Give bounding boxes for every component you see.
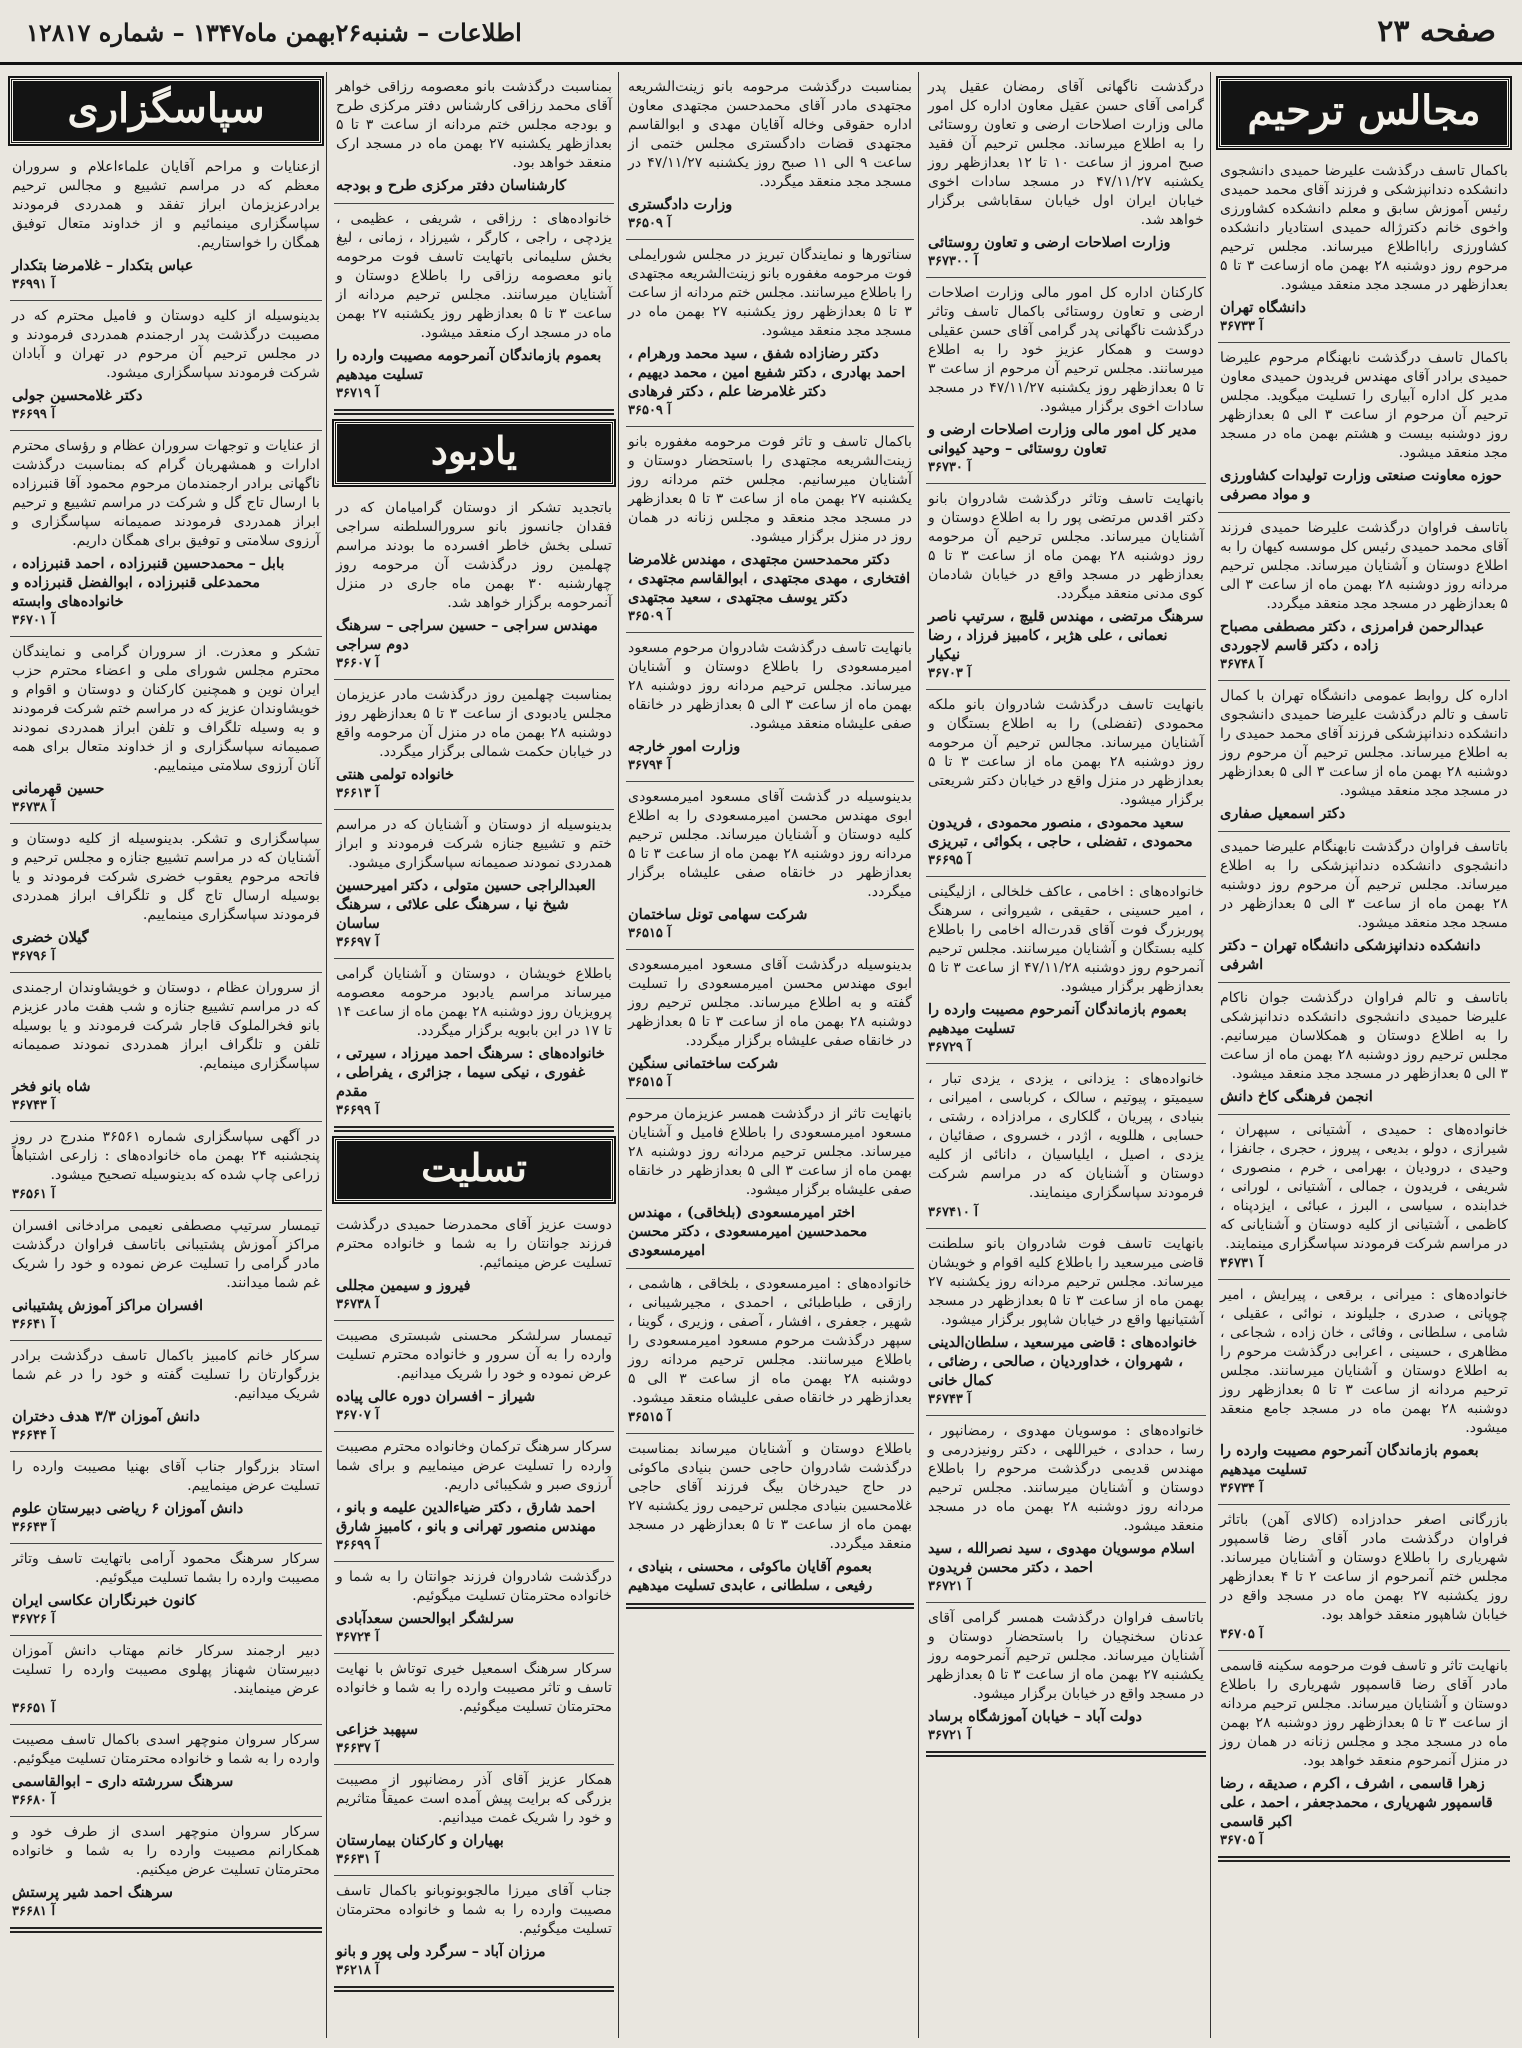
notice-block [1218, 1651, 1510, 1862]
notice-block [926, 877, 1206, 1064]
notice-ad-code: ۳۶۷۴۳ آ [12, 1098, 56, 1113]
notice-text: از عنایات و توجهات سروران عظام و رؤسای محترم ادارات و همشهریان گرام که بمناسبت درگذشت ناگهانی برادر ارجمندمان مرحوم محمود آقا قنبرزاده با ارسال تاج گل و شرکت در مراسم تشییع و ترحیم ابراز همدردی فرمودند صمیمانه سپاسگزاری و آرزوی سلامتی و توفیق برای همگان داریم. [12, 438, 320, 549]
notice-block [626, 782, 914, 950]
notice-block [334, 959, 614, 1132]
issue-info: اطلاعات – شنبه۲۶بهمن ماه۱۳۴۷ – شماره ۱۲۸۱۷ [26, 18, 522, 47]
notice-text: بانهایت تاسف درگذشت شادروان بانو ملکه محمودی (تفضلی) را به اطلاع بستگان و آشنایان میرساند. مجالس ترحیم آن مرحومه روز دوشنبه ۲۸ بهمن ماه از ساعت ۳ تا ۵ بعدازظهر در منزل واقع در خیابان دکتر شریعتی برگزار میشود. [928, 697, 1204, 808]
notice-ad-code: ۳۶۶۰۷ آ [336, 656, 380, 671]
notice-signature: شاه بانو فخر [12, 1078, 91, 1095]
notice-text: سناتورها و نمایندگان تبریز در مجلس شورایملی فوت مرحومه مغفوره بانو زینت‌الشریعه مجتهدی را باطلاع میرسانند. مجلس ختم مردانه از ساعت ۳ تا ۵ بعدازظهر روز یکشنبه ۲۷ بهمن ماه در مسجد مجد منعقد میشود. [628, 247, 913, 339]
notice-signature: بعموم بازماندگان آنمرحوم مصیبت وارده را تسلیت میدهیم [928, 1001, 1187, 1037]
notice-text: ازعنایات و مراحم آقایان علماءاعلام و سروران معظم که در مراسم تشییع و مجالس ترحیم برادرعزیزمان ابراز تفقد و همدردی فرمودند سپاسگزاری مینمائیم و از خداوند متعال توفیق همگان را خواستاریم. [12, 159, 320, 251]
notice-text: باتاسف فراوان درگذشت همسر گرامی آقای عدنان سخنچیان را باستحضار دوستان و آشنایان میرساند. مجلس ترحیم آنمرحومه روز یکشنبه ۲۷ بهمن ماه از ساعت ۳ تا ۵ بعدازظهر در مسجد واقع در خیابان برگزار میشود. [928, 1610, 1205, 1702]
notice-block [626, 633, 914, 782]
notice-ad-code: ۳۶۷۰۳ آ [928, 666, 972, 681]
notice-ad-code: ۳۶۶۴۴ آ [12, 1428, 56, 1443]
notice-ad-code: ۳۶۷۳۱ آ [1220, 1256, 1264, 1271]
notice-block [926, 1229, 1206, 1416]
notice-text: همکار عزیز آقای آذر رمضانپور از مصیبت بزرگی که برایت پیش آمده است عمیقاً متاثریم و خود را شریک غمت میدانیم. [336, 1772, 612, 1826]
notice-block [10, 301, 322, 431]
notice-signature: فیروز و سیمین مجللی [336, 1277, 471, 1294]
notice-text: بانهایت تاسف درگذشت شادروان مرحوم مسعود امیرمسعودی را باطلاع دوستان و آشنایان میرساند. مجلس ترحیم مردانه روز دوشنبه ۲۸ بهمن ماه از ساعت ۳ الی ۵ بعدازظهر در خانقاه صفی علیشاه منعقد میشود. [628, 640, 912, 732]
notice-ad-code: ۳۶۷۳۰۰ آ [928, 254, 979, 269]
notice-text: باتاسف فراوان درگذشت نابهنگام علیرضا حمیدی دانشجوی دانشکده دندانپزشکی را به اطلاع میرساند. مجلس ترحیم آن مرحوم روز دوشنبه ۲۸ بهمن ماه از ساعت ۳ الی ۵ بعدازظهر در مسجد مجد منعقد میشود. [1220, 839, 1509, 931]
notice-text: بدینوسیله از دوستان و آشنایان که در مراسم ختم و تشییع جنازه شرکت فرمودند و ابراز همدردی نمودند صمیمانه سپاسگزاری میشود. [336, 817, 612, 871]
notice-signature: شیراز – افسران دوره عالی پیاده [336, 1388, 536, 1405]
notice-signature: احمد شارق ، دکتر ضیاءالدین علیمه و بانو ، مهندس منصور تهرانی و بانو ، کامبیز شارق [336, 1499, 596, 1535]
notice-ad-code: ۳۶۷۳۸ آ [336, 1297, 380, 1312]
notice-text: سرکار سرهنگ محمود آرامی باتهایت تاسف وتاثر مصیبت وارده را بشما تسلیت میگوئیم. [12, 1551, 320, 1586]
notice-block [926, 1603, 1206, 1757]
notice-signature: دولت آباد – خیابان آموزشگاه برساد [928, 1708, 1142, 1725]
notice-ad-code: ۳۶۶۸۰ آ [12, 1793, 56, 1808]
notice-ad-code: ۳۶۵۱۵ آ [628, 1075, 672, 1090]
notice-ad-code: ۳۶۵۰۹ آ [628, 216, 672, 231]
notice-signature: مرزان آباد – سرگرد ولی پور و بانو [336, 1943, 546, 1960]
notice-block [10, 431, 322, 637]
notice-block [10, 973, 322, 1122]
notice-ad-code: ۳۶۵۶۱ آ [12, 1187, 56, 1202]
notice-text: تیمسار سرلشکر محسنی شبستری مصیبت وارده را به آن سرور و خانواده محترم تسلیت عرض نموده و خود را شریک میدانیم. [336, 1328, 612, 1382]
notice-text: خانواده‌های : حمیدی ، آشتیانی ، سپهران ، شیرازی ، دولو ، بدیعی ، پیروز ، حجری ، جانفزا ، وحیدی ، درودیان ، بهرامی ، خرم ، منصوری ، شریفی ، فریدون ، جمالی ، آشتیانی ، لورانی ، خدابنده ، سیاسی ، البرز ، عبائی ، ایزدپناه ، کاظمی ، آشتیانی از کلیه دوستان و آشنایانی که در مراسم شرکت فرمودند سپاسگزاری مینمایند. [1220, 1122, 1508, 1252]
notice-ad-code: ۳۶۷۲۹ آ [928, 1040, 972, 1055]
notice-text: سرکار سرهنگ ترکمان وخانواده محترم مصیبت وارده را تسلیت عرض مینماییم و برای شما آرزوی صبر و شکیبائی داریم. [336, 1439, 612, 1493]
notice-signature: سرهنگ سررشته داری – ابوالقاسمی [12, 1773, 234, 1790]
notice-ad-code: ۳۶۹۹۱ آ [12, 277, 56, 292]
notice-text: خانواده‌های : میرانی ، برقعی ، پیرایش ، امیر چوپانی ، صدری ، جلیلوند ، نوائی ، عقیلی ، شامی ، سلطانی ، وفائی ، خان زاده ، شجاعی ، مظاهری ، حسینی ، اعرابی درگذشت مرحوم را به اطلاع دوستان و آشنایان میرسانند. مجلس ترحیم مردانه از ساعت ۳ تا ۵ بعدازظهر روز دوشنبه ۲۸ بهمن ماه در مسجد جامع منعقد میشود. [1220, 1287, 1508, 1436]
notice-ad-code: ۳۶۷۴۳ آ [928, 1392, 972, 1407]
section-banner-taslit: تسلیت [334, 1138, 614, 1202]
notice-ad-code: ۳۶۶۹۹ آ [336, 1103, 380, 1118]
notice-block [926, 484, 1206, 690]
notice-block [334, 204, 614, 415]
notice-text: بمناسبت چهلمین روز درگذشت مادر عزیزمان مجلس یادبودی از ساعت ۳ تا ۵ بعدازظهر روز دوشنبه ۲۸ بهمن ماه در منزل آن مرحومه واقع در خیابان حکمت شمالی برگزار میگردد. [336, 687, 612, 760]
notice-text: باکمال تاسف و تاثر فوت مرحومه مغفوره بانو زینت‌الشریعه مجتهدی را باستحضار دوستان و آشنایان میرسانیم. مجلس ختم مردانه روز یکشنبه ۲۷ بهمن ماه از ساعت ۳ تا ۵ بعدازظهر در مسجد مجد منعقد و مجلس زنانه در همان روز در منزل برگزار میشود. [628, 434, 913, 545]
notice-ad-code: ۳۶۶۳۱ آ [336, 1852, 380, 1867]
notice-ad-code: ۳۶۶۵۱ آ [12, 1701, 56, 1716]
notice-ad-code: ۳۶۷۲۶ آ [12, 1612, 56, 1627]
notice-text: باتاسف فراوان درگذشت علیرضا حمیدی فرزند آقای محمد حمیدی رئیس کل موسسه کیهان را به اطلاع دوستان و آشنایان میرساند. مجلس ترحیم مردانه روز دوشنبه ۲۸ بهمن ماه از ساعت ۳ الی ۵ بعدازظهر در مسجد مجد منعقد میگردد. [1220, 520, 1508, 612]
notice-text: بانهایت تاثر از درگذشت همسر عزیزمان مرحوم مسعود امیرمسعودی را باطلاع فامیل و آشنایان میرساند. مجلس ترحیم مردانه روز دوشنبه ۲۸ بهمن ماه از ساعت ۳ الی ۵ بعدازظهر در خانقاه صفی علیشاه برگزار میشود. [628, 1106, 912, 1198]
notice-block [10, 1122, 322, 1211]
notice-block [626, 72, 914, 240]
notice-block [1218, 1115, 1510, 1280]
notice-signature: کانون خبرنگاران عکاسی ایران [12, 1592, 197, 1609]
column-notices-3 [622, 72, 918, 2038]
notice-block [334, 1321, 614, 1432]
notice-block [626, 1269, 914, 1434]
notice-text: بانهایت تاسف وتاثر درگذشت شادروان بانو دکتر اقدس مرتضی پور را به اطلاع دوستان و آشنایان میرساند. مجلس ترحیم آن مرحومه روز دوشنبه ۲۸ بهمن ماه از ساعت ۳ تا ۵ بعدازظهر در مسجد واقع در خیابان شادمان کوی مدنی منعقد میگردد. [928, 491, 1204, 602]
notice-text: بانهایت تاثر و تاسف فوت مرحومه سکینه قاسمی مادر آقای رضا قاسمپور شهریاری را باطلاع دوستان و آشنایان میرساند. مجلس ترحیم مردانه از ساعت ۳ تا ۵ بعدازظهر روز دوشنبه ۲۸ بهمن ماه در مسجد مجد و مجلس زنانه در همان روز در منزل آنمرحوم منعقد خواهد بود. [1220, 1658, 1509, 1769]
notice-signature: اختر امیرمسعودی (بلخاقی) ، مهندس محمدحسین امیرمسعودی ، دکتر محسن امیرمسعودی [628, 1204, 868, 1259]
notice-text: از سروران عظام ، دوستان و خویشاوندان ارجمندی که در مراسم تشییع جنازه و شب هفت مادر عزیزم بانو فخرالملوک قاجار شرکت فرمودند و یا بوسیله تلفن و تلگراف ابراز همدردی نمودند صمیمانه سپاسگزاری مینمایم. [12, 980, 320, 1072]
notice-text: درگذشت شادروان فرزند جوانتان را به شما و خانواده محترمتان تسلیت میگوئیم. [336, 1569, 612, 1604]
notice-text: خانواده‌های : یزدانی ، یزدی ، یزدی تبار ، سیمیتو ، پیوتیم ، سالک ، کرباسی ، امیرانی ، بنیادی ، پیریان ، گلکاری ، مرادزاده ، رشتی ، حسابی ، هللویه ، اژدر ، خسروی ، صفائیان ، یزدی ، اصیل ، ایلیاسیان ، دانائی از کلیه دوستان و آشنایان که در مراسم شرکت فرمودند سپاسگزاری مینمایند. [928, 1071, 1204, 1201]
notice-text: اداره کل روابط عمومی دانشگاه تهران با کمال تاسف و تالم درگذشت علیرضا حمیدی دانشجوی دانشکده دندانپزشکی فرزند آقای محمد حمیدی را به اطلاع میرساند. مجلس ترحیم آن مرحوم روز دوشنبه ۲۸ بهمن ماه از ساعت ۳ الی ۵ بعدازظهر در مسجد مجد منعقد میشود. [1220, 688, 1508, 799]
notice-text: بمناسبت درگذشت مرحومه بانو زینت‌الشریعه مجتهدی مادر آقای محمدحسن مجتهدی معاون اداره حقوقی وخاله آقایان مهدی و ابوالقاسم مجتهدی قضات دادگستری مجلس ختمی از ساعت ۹ الی ۱۱ صبح روز یکشنبه ۴۷/۱۱/۲۷ در مسجد مجد منعقد میگردد. [628, 79, 913, 190]
notice-block [334, 1210, 614, 1321]
notice-ad-code: ۳۶۶۴۱ آ [12, 1317, 56, 1332]
notice-block [626, 1434, 914, 1609]
column-divider [618, 72, 619, 2038]
notice-signature: اسلام موسویان مهدوی ، سید نصرالله ، سید احمد ، دکتر محسن فریدون [928, 1540, 1195, 1576]
notice-text: سپاسگزاری و تشکر. بدینوسیله از کلیه دوستان و آشنایان که در مراسم تشییع جنازه و مجلس ترحیم و فاتحه مرحوم یعقوب خضری شرکت فرمودند و یا بوسیله ارسال تاج گل و تلگراف ابراز همدردی فرمودند سپاسگزاری مینماییم. [12, 831, 320, 923]
notice-block [10, 824, 322, 973]
notice-signature: دکتر محمدحسن مجتهدی ، مهندس غلامرضا افتخاری ، مهدی مجتهدی ، ابوالقاسم مجتهدی ، دکتر یوسف مجتهدی ، سعید مجتهدی [628, 551, 911, 606]
notice-block [1218, 1280, 1510, 1505]
notice-ad-code: ۳۶۷۲۱ آ [928, 1728, 972, 1743]
notice-text: باکمال تاسف درگذشت نابهنگام مرحوم علیرضا حمیدی برادر آقای مهندس فریدون حمیدی معاون مدیر کل اداره آبیاری را تسلیت میگوید. مجلس ترحیم آن مرحوم از ساعت ۳ الی ۵ بعدازظهر روز دوشنبه بیست و هشتم بهمن ماه در مسجد مجد منعقد میشود. [1220, 350, 1509, 461]
notice-text: بانهایت تاسف فوت شادروان بانو سلطنت قاضی میرسعید را باطلاع کلیه اقوام و خویشان میرساند. مجلس ترحیم مردانه روز یکشنبه ۲۷ بهمن ماه از ساعت ۳ تا ۵ بعدازظهر در مسجد آشتیانیها واقع در خیابان شاپور برگزار میشود. [928, 1236, 1204, 1328]
notice-signature: بعموم بازماندگان آنمرحوم مصیبت وارده را تسلیت میدهیم [1220, 1442, 1479, 1478]
notice-text: باتجدید تشکر از دوستان گرامیامان که در فقدان جانسوز بانو سرورالسلطنه سراجی تسلی بخش خاطر افسرده ما بودند مراسم چهلمین روز درگذشت آن مرحومه روز چهارشنبه ۳۰ بهمن ماه جاری در منزل آنمرحومه برگزار خواهد شد. [336, 500, 612, 611]
notice-signature: دانش آموزان ۶ ریاضی دبیرستان علوم [12, 1500, 244, 1517]
section-banner-sepasgozari: سپاسگزاری [10, 78, 322, 144]
notice-text: دوست عزیز آقای محمدرضا حمیدی درگذشت فرزند جوانتان را به شما و خانواده محترم تسلیت عرض مینمائیم. [336, 1217, 612, 1271]
notice-block [334, 1432, 614, 1562]
notice-block [10, 1211, 322, 1341]
notice-block [10, 637, 322, 824]
page-number: صفحه ۲۳ [1377, 14, 1496, 49]
notice-text: باکمال تاسف درگذشت علیرضا حمیدی دانشجوی دانشکده دندانپزشکی و فرزند آقای محمد حمیدی رئیس آموزش سابق و معلم دانشکده کشاورزی واخوی خانم دکترژاله حمیدی استادیار دانشکده کشاورزی رابااطلاع میرساند. مجلس ترحیم مرحوم روز دوشنبه ۲۸ بهمن ماه ازساعت ۳ تا ۵ بعدازظهر در مسجد مجد منعقد میشود. [1220, 163, 1508, 293]
notice-block [10, 1452, 322, 1544]
notice-ad-code: ۳۶۷۰۷ آ [336, 1408, 380, 1423]
notice-ad-code: ۳۶۷۴۱۰ آ [928, 1205, 979, 1220]
notice-signature: وزارت امور خارجه [628, 738, 741, 755]
section-banner-majales-tarhim: مجالس ترحیم [1218, 78, 1510, 148]
notice-text: خانواده‌های : رزاقی ، شریفی ، عظیمی ، یزدچی ، راجی ، کارگر ، شیرزاد ، زمانی ، لیغ بخش سلیمانی باتهایت تاسف فوت مرحومه بانو معصومه رزاقی را باطلاع دوستان و آشنایان میرسانند. مجلس ترحیم مردانه از ساعت ۳ تا ۵ بعدازظهر روز یکشنبه ۲۷ بهمن ماه در مسجد ارک منعقد میشود. [336, 211, 612, 341]
notice-block [334, 72, 614, 204]
notice-signature: افسران مراکز آموزش پشتیبانی [12, 1297, 204, 1314]
notice-block [10, 1636, 322, 1725]
notice-block [1218, 681, 1510, 832]
notice-ad-code: ۳۶۷۰۵ آ [1220, 1627, 1264, 1642]
notice-signature: دکتر غلامحسین جولی [12, 387, 143, 404]
notice-text: خانواده‌های : اخامی ، عاکف خلخالی ، ازلیگینی ، امیر حسینی ، حقیقی ، شیروانی ، سرهنگ پوربزرگ فوت آقای قدرت‌اله اخامی را باطلاع کلیه بستگان و آشنایان میرسانند. مجلس ترحیم آنمرحوم روز دوشنبه ۴۷/۱۱/۲۸ از ساعت ۳ تا ۵ بعدازظهر برگزار میشود. [928, 884, 1204, 995]
notice-block [10, 1817, 322, 1933]
notice-signature: سپهبد خزاعی [336, 1721, 418, 1738]
notice-ad-code: ۳۶۷۳۳ آ [1220, 319, 1264, 334]
notice-block [926, 72, 1206, 278]
notice-text: درگذشت ناگهانی آقای رمضان عقیل پدر گرامی آقای حسن عقیل معاون اداره کل امور مالی وزارت اصلاحات ارضی و تعاون روستائی را به اطلاع میرساند. مجلس ترحیم آن فقید صبح امروز از ساعت ۱۰ تا ۱۲ بعدازظهر روز یکشنبه ۴۷/۱۱/۲۷ در مسجد سادات اخوی خیابان ایران اول خیابان سقاباشی برگزار خواهد شد. [928, 79, 1205, 228]
notice-ad-code: ۳۶۶۹۹ آ [12, 407, 56, 422]
notice-block [926, 690, 1206, 877]
notice-signature: عباس بتکدار – غلامرضا بتکدار [12, 257, 194, 274]
notice-text: بدینوسیله درگذشت آقای مسعود امیرمسعودی ابوی مهندس محسن امیرمسعودی را تسلیت گفته و به اطلاع میرساند. مجلس ترحیم روز دوشنبه ۲۸ بهمن ماه از ساعت ۳ تا ۵ بعدازظهر در خانقاه صفی علیشاه برگزار میگردد. [628, 957, 913, 1049]
notice-block [334, 680, 614, 810]
notice-ad-code: ۳۶۷۹۶ آ [12, 949, 56, 964]
notice-signature: عبدالرحمن فرامرزی ، دکتر مصطفی مصباح زاده ، دکتر قاسم لاجوردی [1220, 618, 1485, 654]
notice-signature: بهیاران و کارکنان بیمارستان [336, 1832, 504, 1849]
notice-ad-code: ۳۶۶۴۳ آ [12, 1520, 56, 1535]
notice-ad-code: ۳۶۵۱۵ آ [628, 926, 672, 941]
notice-ad-code: ۳۶۷۱۹ آ [336, 386, 380, 401]
notice-ad-code: ۳۶۷۰۱ آ [12, 613, 56, 628]
notice-signature: شرکت سهامی تونل ساختمان [628, 906, 808, 923]
section-banner-yadbud: یادبود [334, 421, 614, 485]
notice-text: سرکار سروان منوچهر اسدی باکمال تاسف مصیبت وارده را به شما و خانواده محترمتان تسلیت میگوئیم. [12, 1732, 320, 1767]
notice-signature: وزارت اصلاحات ارضی و تعاون روستائی [928, 234, 1171, 251]
notice-block [334, 810, 614, 959]
notice-block [334, 1654, 614, 1765]
column-divider [326, 72, 327, 2038]
notice-block [626, 1099, 914, 1269]
column-notices-2 [922, 72, 1210, 2038]
notice-ad-code: ۳۶۵۰۹ آ [628, 403, 672, 418]
notice-signature: دانشگاه تهران [1220, 299, 1306, 316]
notice-signature: شرکت ساختمانی سنگین [628, 1055, 779, 1072]
notice-signature: وزارت دادگستری [628, 196, 733, 213]
notice-block [10, 152, 322, 301]
notice-block [1218, 513, 1510, 681]
notice-ad-code: ۳۶۷۲۱ آ [928, 1579, 972, 1594]
notice-signature: دانش آموزان ۳/۳ هدف دختران [12, 1408, 200, 1425]
notice-block [626, 950, 914, 1099]
notice-block [1218, 832, 1510, 983]
notice-block [334, 1876, 614, 1992]
notice-text: سرکار خانم کامبیز باکمال تاسف درگذشت برادر بزرگوارتان را تسلیت گفته و خود را در غم شما شریک میدانیم. [12, 1348, 320, 1402]
notice-ad-code: ۳۶۶۹۵ آ [928, 853, 972, 868]
notice-signature: حسین قهرمانی [12, 780, 105, 797]
notice-ad-code: ۳۶۷۹۴ آ [628, 758, 672, 773]
notice-signature: خانواده‌های : سرهنگ احمد میرزاد ، سیرتی ، غفوری ، نیکی سیما ، جزائری ، یفراطی ، مقدم [336, 1045, 605, 1100]
notice-block [334, 493, 614, 680]
notice-signature: سعید محمودی ، منصور محمودی ، فریدون محمودی ، تفضلی ، حاجی ، بکوائی ، تبریزی [928, 814, 1193, 850]
notice-signature: خانواده‌های : قاضی میرسعید ، سلطان‌الدینی ، شهروان ، خداوردیان ، صالحی ، رضائی ، کمال خانی [928, 1334, 1198, 1389]
notice-ad-code: ۳۶۵۰۹ آ [628, 609, 672, 624]
notice-text: خانواده‌های : موسویان مهدوی ، رمضانپور ، رسا ، حدادی ، خیراللهی ، دکتر رونیزدرمی و مهندس قدیمی درگذشت مرحوم را باطلاع دوستان و آشنایان میرسانند. مجلس ترحیم مردانه روز دوشنبه ۲۸ بهمن ماه در مسجد منعقد میشود. [928, 1423, 1204, 1534]
notice-block [626, 240, 914, 427]
notice-signature: دانشکده دندانپزشکی دانشگاه تهران – دکتر اشرفی [1220, 937, 1481, 973]
notice-block [626, 427, 914, 633]
notice-signature: گیلان خضری [12, 929, 89, 946]
notice-signature: مهندس سراجی – حسین سراجی – سرهنگ دوم سراجی [336, 617, 598, 653]
column-gratitude [6, 72, 326, 2038]
notice-signature: کارشناسان دفتر مرکزی طرح و بودجه [336, 177, 567, 194]
column-divider [1210, 72, 1211, 2038]
column-notices-4 [330, 72, 618, 2038]
notice-text: بمناسبت درگذشت بانو معصومه رزاقی خواهر آقای محمد رزاقی کارشناس دفتر مرکزی طرح و بودجه مجلس ختم مردانه از ساعت ۳ تا ۵ بعدازظهر یکشنبه ۲۷ بهمن ماه در مسجد ارک منعقد خواهد بود. [336, 79, 612, 171]
notice-block [10, 1725, 322, 1817]
notice-ad-code: ۳۶۶۸۱ آ [12, 1904, 56, 1919]
notice-signature: دکتر اسمعیل صفاری [1220, 805, 1346, 822]
page-header [0, 0, 1522, 65]
notice-ad-code: ۳۶۶۹۷ آ [336, 935, 380, 950]
notice-text: سرکار سرهنگ اسمعیل خیری توتاش با نهایت تاسف و تاثر مصیبت وارده را به شما و خانواده محترمتان تسلیت میگوئیم. [336, 1661, 612, 1715]
notice-text: استاد بزرگوار جناب آقای بهنیا مصیبت وارده را تسلیت عرض مینماییم. [12, 1459, 320, 1494]
notice-ad-code: ۳۶۶۱۳ آ [336, 786, 380, 801]
notice-text: تیمسار سرتیپ مصطفی نعیمی مرادخانی افسران مراکز آموزش پشتیبانی باتاسف فراوان درگذشت مادر گرامی را تسلیت عرض نموده و خود را شریک غم شما میدانند. [12, 1218, 320, 1291]
notice-text: دبیر ارجمند سرکار خانم مهتاب دانش آموزان دبیرستان شهناز پهلوی مصیبت وارده را تسلیت عرض مینمایند. [12, 1643, 320, 1697]
notice-signature: مدیر کل امور مالی وزارت اصلاحات ارضی و تعاون روستائی – وحید کیوانی [928, 421, 1197, 457]
notice-ad-code: ۳۶۶۹۹ آ [336, 1538, 380, 1553]
notice-signature: سرهنگ مرتضی ، مهندس قلیچ ، سرتیپ ناصر نعمانی ، علی هژبر ، کامبیز فرزاد ، رضا نیکیار [928, 608, 1204, 663]
notice-signature: دکتر رضازاده شفق ، سید محمد ورهرام ، احمد بهادری ، دکتر شفیع امین ، محمد دیهیم ، دکتر غلامرضا علم ، دکتر فرهادی [628, 345, 906, 400]
notice-block [1218, 156, 1510, 343]
notice-text: باطلاع خویشان ، دوستان و آشنایان گرامی میرساند مراسم یادبود مرحومه معصومه پرویزیان روز دوشنبه ۲۸ بهمن ماه از ساعت ۱۴ تا ۱۷ در ابن بابویه برگزار میگردد. [336, 966, 612, 1039]
notice-ad-code: ۳۶۷۴۸ آ [1220, 657, 1264, 672]
notice-ad-code: ۳۶۷۳۰ آ [928, 460, 972, 475]
notice-text: بدینوسیله از کلیه دوستان و فامیل محترم که در مصیبت درگذشت پدر ارجمندم همدردی فرمودند و در مجلس ترحیم آن مرحوم در تهران و آبادان شرکت فرمودند سپاسگزاری میشود. [12, 308, 320, 381]
notice-ad-code: ۳۶۲۱۸ آ [336, 1963, 380, 1978]
notice-ad-code: ۳۶۵۱۵ آ [628, 1410, 672, 1425]
notice-signature: حوزه معاونت صنعتی وزارت تولیدات کشاورزی و مواد مصرفی [1220, 467, 1502, 503]
notice-block [10, 1341, 322, 1452]
notice-signature: العبدالراجی حسین متولی ، دکتر امیرحسین شیخ نیا ، سرهنگ علی علائی ، سرهنگ ساسان [336, 877, 596, 932]
notice-block [926, 1416, 1206, 1603]
column-divider [918, 72, 919, 2038]
notice-block [1218, 1505, 1510, 1651]
notice-signature: انجمن فرهنگی کاخ دانش [1220, 1088, 1373, 1105]
notice-block [10, 1544, 322, 1636]
notice-block [1218, 343, 1510, 513]
notice-signature: خانواده تولمی هنتی [336, 766, 454, 783]
notice-block [926, 1064, 1206, 1229]
notice-block [334, 1562, 614, 1654]
notice-signature: زهرا قاسمی ، اشرف ، اکرم ، صدیقه ، رضا قاسمپور شهریاری ، محمدجعفر ، احمد ، علی اکبر قاسمی [1220, 1775, 1493, 1830]
notice-ad-code: ۳۶۷۳۸ آ [12, 800, 56, 815]
notice-signature: بابل – محمدحسین قنبرزاده ، احمد قنبرزاده ، محمدعلی قنبرزاده ، ابوالفضل قنبرزاده و خانواده‌های وابسته [12, 555, 285, 610]
notice-text: خانواده‌های : امیرمسعودی ، بلخاقی ، هاشمی ، رازقی ، طباطبائی ، احمدی ، مجیرشیبانی ، شهیر ، جعفری ، افشار ، آصفی ، وزیری ، گوینا ، سپهر درگذشت مرحوم مسعود امیرمسعودی را باطلاع میرسانند. مجلس ترحیم مردانه روز دوشنبه ۲۸ بهمن ماه از ساعت ۳ الی ۵ بعدازظهر در خانقاه صفی علیشاه منعقد میشود. [628, 1276, 912, 1406]
notice-block [1218, 983, 1510, 1115]
notice-text: باطلاع دوستان و آشنایان میرساند بمناسبت درگذشت شادروان حاجی حسن بنیادی ماکوئی در حاج حیدرخان بیگ فرزند آقای حاجی غلامحسین بنیادی مجلس ترحیمی روز یکشنبه ۲۷ بهمن ماه از ساعت ۳ تا ۵ بعدازظهر در مسجد منعقد میگردد. [628, 1441, 912, 1552]
notice-text: باتاسف و تالم فراوان درگذشت جوان ناکام علیرضا حمیدی دانشجوی دانشکده دندانپزشکی را به اطلاع دوستان و همکلاسان میرسانیم. مجلس ترحیم روز دوشنبه ۲۸ بهمن ماه از ساعت ۳ الی ۵ بعدازظهر در مسجد مجد منعقد میشود. [1220, 990, 1508, 1082]
notice-ad-code: ۳۶۷۲۴ آ [336, 1630, 380, 1645]
column-condolence-gatherings [1214, 72, 1514, 2038]
notice-signature: بعموم آقایان ماکوئی ، محسنی ، بنیادی ، رفیعی ، سلطانی ، عابدی تسلیت میدهیم [628, 1558, 873, 1594]
notice-text: تشکر و معذرت. از سروران گرامی و نمایندگان محترم مجلس شورای ملی و اعضاء محترم حزب ایران نوین و همچنین کارکنان و دوستان و اقوام و خویشاوندان عزیز که در مراسم ختم شرکت فرمودند و به وسیله تلگراف و تلفن ابراز همدردی نمودند صمیمانه سپاسگزاری و از خداوند متعال برای همه آنان آرزوی سلامتی مینماییم. [12, 644, 320, 774]
notice-block [334, 1765, 614, 1876]
notice-text: کارکنان اداره کل امور مالی وزارت اصلاحات ارضی و تعاون روستائی باکمال تاسف وتاثر درگذشت ناگهانی پدر گرامی آقای حسن عقیلی دوست و همکار عزیز خود را به اطلاع میرسانند. مجلس ترحیم آن مرحوم از ساعت ۳ تا ۵ بعدازظهر روز یکشنبه ۴۷/۱۱/۲۷ در مسجد سادات اخوی برگزار میشود. [928, 285, 1204, 415]
notice-text: در آگهی سپاسگزاری شماره ۳۶۵۶۱ مندرج در روز پنجشنبه ۲۴ بهمن ماه خانواده‌های : زارعی اشتباهاً زراعی چاپ شده که بدینوسیله تصحیح میشود. [12, 1129, 321, 1183]
notice-signature: سرهنگ احمد شیر پرستش [12, 1884, 173, 1901]
notice-signature: بعموم بازماندگان آنمرحومه مصیبت وارده را تسلیت میدهیم [336, 347, 602, 383]
notice-ad-code: ۳۶۶۳۷ آ [336, 1741, 380, 1756]
notice-text: بدینوسیله در گذشت آقای مسعود امیرمسعودی ابوی مهندس محسن امیرمسعودی را به اطلاع کلیه دوستان و آشنایان میرساند. مجلس ترحیم مردانه روز دوشنبه ۲۸ بهمن ماه از ساعت ۳ تا ۵ بعدازظهر در خانقاه صفی علیشاه برگزار میگردد. [628, 789, 912, 900]
notice-ad-code: ۳۶۷۰۵ آ [1220, 1833, 1264, 1848]
notice-text: سرکار سروان منوچهر اسدی از طرف خود و همکارانم مصیبت وارده را به شما و خانواده محترمتان تسلیت عرض میکنیم. [12, 1824, 320, 1878]
notice-block [926, 278, 1206, 484]
notice-text: جناب آقای میرزا مالجوبونوبانو باکمال تاسف مصیبت وارده را به شما و خانواده محترمتان تسلیت میگوئیم. [336, 1883, 612, 1937]
notice-text: بازرگانی اصغر حدادزاده (کالای آهن) باتاثر فراوان درگذشت مادر آقای رضا قاسمپور شهریاری را باطلاع دوستان و آشنایان میرساند. مجلس ختم آنمرحوم از ساعت ۲ تا ۴ بعدازظهر روز یکشنبه ۲۷ بهمن ماه در مسجد واقع در خیابان شاهپور منعقد خواهد بود. [1220, 1512, 1508, 1623]
notice-signature: سرلشگر ابوالحسن سعدآبادی [336, 1610, 514, 1627]
notice-ad-code: ۳۶۷۳۴ آ [1220, 1481, 1264, 1496]
